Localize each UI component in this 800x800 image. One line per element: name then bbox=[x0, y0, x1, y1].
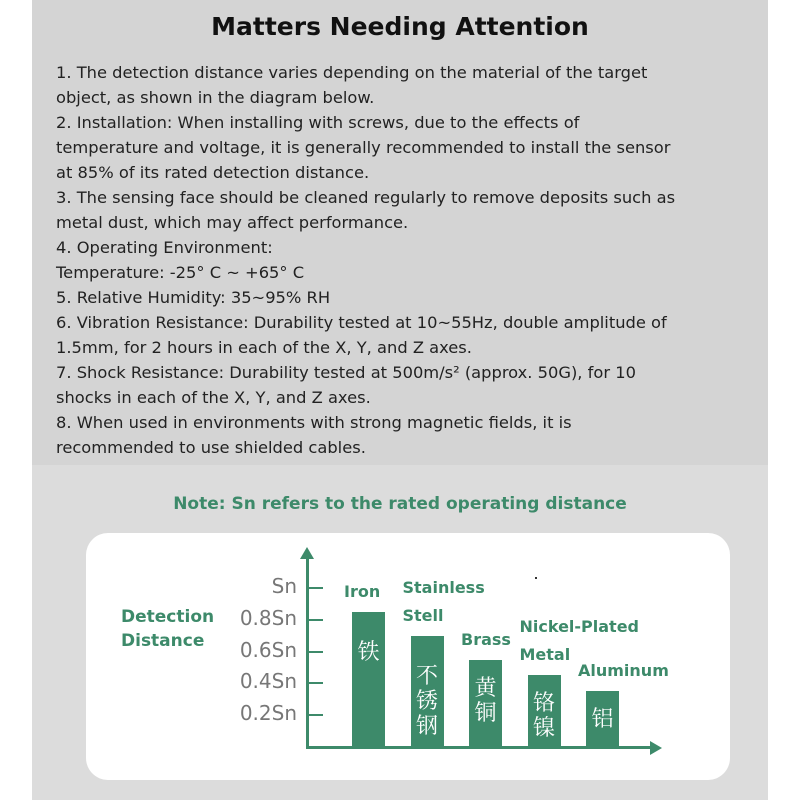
bar bbox=[528, 675, 561, 747]
notes-line: 5. Relative Humidity: 35~95% RH bbox=[56, 288, 331, 307]
decor-dot bbox=[535, 577, 537, 579]
bar-category-label: Nickel-Plated bbox=[519, 617, 640, 637]
notes-line: metal dust, which may affect performance. bbox=[56, 213, 409, 232]
bar bbox=[411, 636, 444, 747]
bar bbox=[469, 660, 502, 747]
bar-category-label: Brass bbox=[461, 629, 511, 649]
y-tick bbox=[307, 714, 323, 716]
notes-line: at 85% of its rated detection distance. bbox=[56, 163, 370, 182]
bar-chinese-label: 不 锈 钢 bbox=[415, 663, 438, 739]
y-axis-label: Distance bbox=[121, 631, 205, 651]
y-tick-label: 0.2Sn bbox=[239, 701, 297, 726]
notes-line: recommended to use shielded cables. bbox=[56, 438, 366, 457]
y-tick bbox=[307, 651, 323, 653]
bar-category-label: Stell bbox=[402, 605, 444, 625]
notes-line: 1.5mm, for 2 hours in each of the X, Y, and Z axes. bbox=[56, 338, 472, 357]
bar bbox=[352, 612, 385, 747]
y-tick bbox=[307, 619, 323, 621]
y-tick bbox=[307, 682, 323, 684]
y-axis-label: Detection bbox=[121, 607, 215, 627]
bar-category-label: Iron bbox=[344, 581, 381, 601]
material-distance-chart bbox=[86, 533, 730, 780]
bar-chinese-label: 铬 镍 bbox=[532, 691, 555, 742]
y-axis-arrow bbox=[300, 547, 314, 559]
x-axis-arrow bbox=[650, 741, 662, 755]
chart-card bbox=[86, 533, 730, 780]
notes-line: 3. The sensing face should be cleaned regularly to remove deposits such as bbox=[56, 188, 676, 207]
page-title: Matters Needing Attention bbox=[211, 12, 589, 41]
notes-line: 2. Installation: When installing with screws, due to the effects of bbox=[56, 113, 580, 132]
notes-line: 8. When used in environments with strong magnetic fields, it is bbox=[56, 413, 572, 432]
sn-note: Note: Sn refers to the rated operating distance bbox=[173, 494, 627, 514]
notes-line: 7. Shock Resistance: Durability tested at 500m/s² (approx. 50G), for 10 bbox=[56, 363, 636, 382]
y-tick-label: Sn bbox=[271, 574, 297, 598]
notes-line: 4. Operating Environment: bbox=[56, 238, 273, 257]
bar-category-label: Aluminum bbox=[578, 661, 669, 681]
y-tick-label: 0.6Sn bbox=[239, 637, 297, 662]
bar-chinese-label: 铁 bbox=[357, 639, 380, 665]
notes-line: 6. Vibration Resistance: Durability tested at 10~55Hz, double amplitude of bbox=[56, 313, 667, 332]
notes-line: temperature and voltage, it is generally recommended to install the sensor bbox=[56, 138, 671, 157]
notes-line: Temperature: -25° C ~ +65° C bbox=[56, 263, 305, 282]
bar-chinese-label: 铝 bbox=[591, 707, 614, 733]
bar-chinese-label: 黄 铜 bbox=[474, 675, 497, 726]
bar bbox=[586, 691, 619, 747]
bar-category-label: Stainless bbox=[402, 577, 485, 597]
notes-line: shocks in each of the X, Y, and Z axes. bbox=[56, 388, 371, 407]
notes-list bbox=[56, 60, 761, 460]
notes-line: object, as shown in the diagram below. bbox=[56, 88, 375, 107]
y-tick-label: 0.4Sn bbox=[239, 669, 297, 694]
notes-line: 1. The detection distance varies depending on the material of the target bbox=[56, 63, 648, 82]
y-tick bbox=[307, 587, 323, 589]
y-tick-label: 0.8Sn bbox=[239, 605, 297, 630]
bar-category-label: Metal bbox=[519, 645, 571, 665]
